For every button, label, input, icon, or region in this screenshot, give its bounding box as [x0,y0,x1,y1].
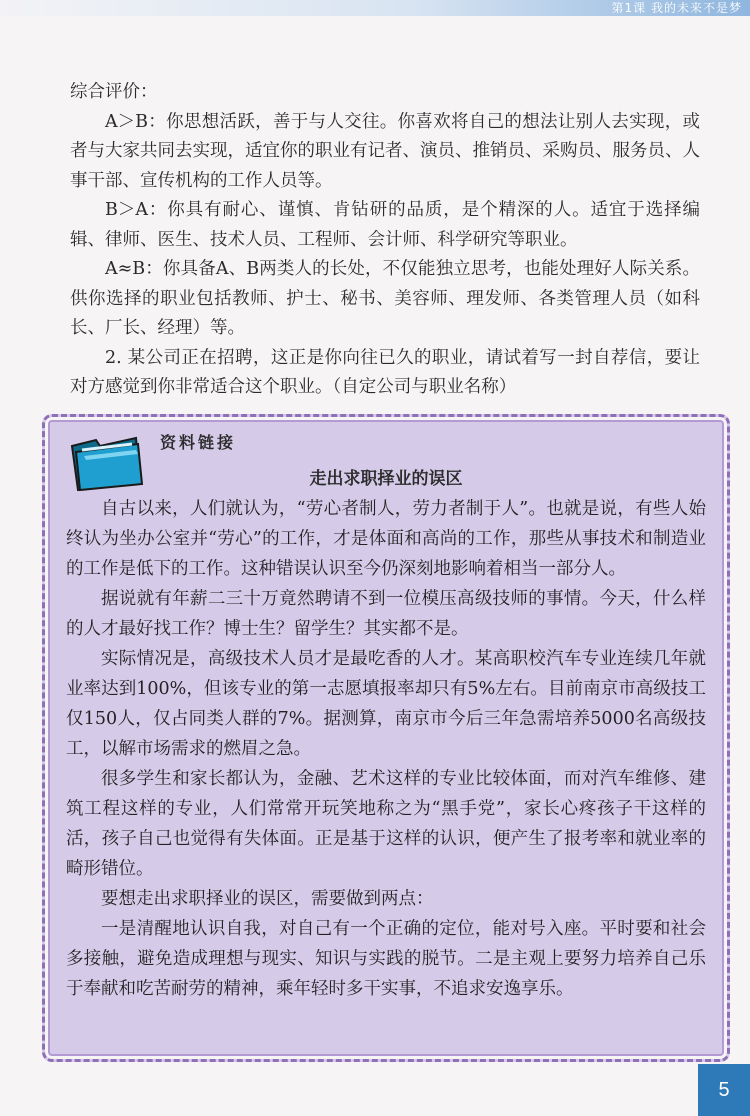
resource-paragraph: 据说就有年薪二三十万竟然聘请不到一位模压高级技师的事情。今天，什么样的人才最好找工作？博士生？留学生？其实都不是。 [66,589,706,639]
evaluation-section [70,78,700,403]
resource-paragraph: 一是清醒地认识自我，对自己有一个正确的定位，能对号入座。平时要和社会多接触，避免造成理想与现实、知识与实践的脱节。二是主观上要努力培养自己乐于奉献和吃苦耐劳的精神，乘年轻时多干实事，不追求安逸享乐。 [66,919,706,999]
resource-paragraph: 很多学生和家长都认为，金融、艺术这样的专业比较体面，而对汽车维修、建筑工程这样的专业，人们常常开玩笑地称之为“黑手党”，家长心疼孩子干这样的活，孩子自己也觉得有失体面。正是基于这样的认识，便产生了报考率和就业率的畸形错位。 [66,769,706,879]
evaluation-b-gt-a: B＞A：你具有耐心、谨慎、肯钻研的品质，是个精深的人。适宜于选择编辑、律师、医生、技术人员、工程师、会计师、科学研究等职业。 [70,200,700,250]
resource-paragraph: 实际情况是，高级技术人员才是最吃香的人才。某高职校汽车专业连续几年就业率达到100%，但该专业的第一志愿填报率却只有5%左右。目前南京市高级技工仅150人，仅占同类人群的7%。据测算，南京市今后三年急需培养5000名高级技工，以解市场需求的燃眉之急。 [66,649,706,759]
resource-label: 资料链接 [160,433,237,452]
resource-paragraph: 自古以来，人们就认为，“劳心者制人，劳力者制于人”。也就是说，有些人始终认为坐办公室并“劳心”的工作，才是体面和高尚的工作，那些从事技术和制造业的工作是低下的工作。这种错误认识至今仍深刻地影响着相当一部分人。 [66,499,706,579]
evaluation-a-approx-b: A≈B：你具备A、B两类人的长处，不仅能独立思考，也能处理好人际关系。供你选择的职业包括教师、护士、秘书、美容师、理发师、各类管理人员（如科长、厂长、经理）等。 [70,259,700,338]
evaluation-a-gt-b: A＞B：你思想活跃，善于与人交往。你喜欢将自己的想法让别人去实现，或者与大家共同去实现，适宜你的职业有记者、演员、推销员、采购员、服务员、人事干部、宣传机构的工作人员等。 [70,111,700,191]
resource-paragraph: 要想走出求职择业的误区，需要做到两点： [101,889,434,909]
resource-title: 走出求职择业的误区 [309,469,463,489]
lesson-title: 第1课 我的未来不是梦 [611,1,742,15]
resource-body [66,494,706,1004]
page-number: 5 [698,1064,750,1116]
exercise-2: 2. 某公司正在招聘，这正是你向往已久的职业，请试着写一封自荐信，要让对方感觉到你非常适合这个职业。（自定公司与职业名称） [70,347,700,397]
evaluation-label: 综合评价： [70,82,158,102]
